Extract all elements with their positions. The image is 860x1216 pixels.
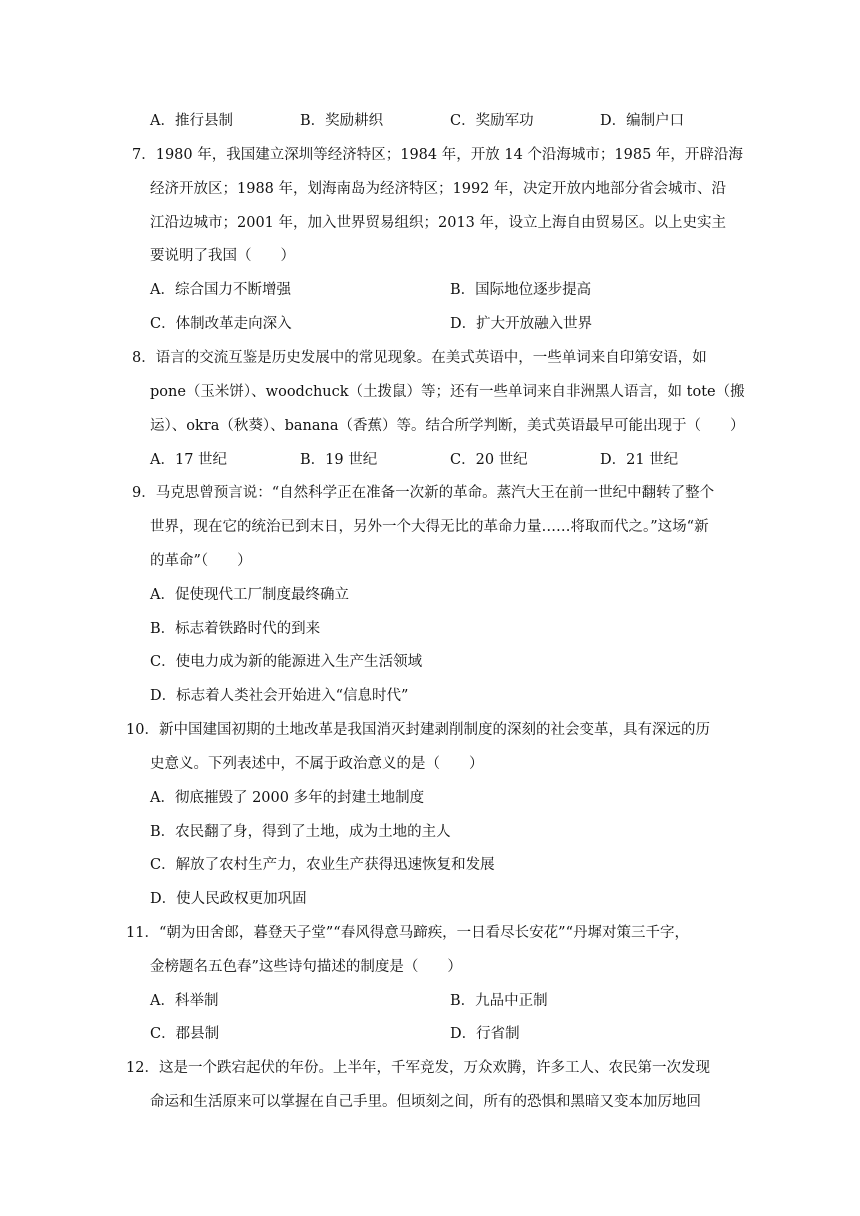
q9-stem-line-2: 世界，现在它的统治已到末日，另外一个大得无比的革命力量……将取而代之。”这场“新 [150,519,709,535]
q10-option-b[interactable]: B．农民翻了身，得到了土地，成为土地的主人 [150,824,451,840]
q8-option-b[interactable]: B．19 世纪 [300,452,378,468]
q10-stem-line-1: 10．新中国建国初期的土地改革是我国消灭封建剥削制度的深刻的社会变革，具有深远的历 [126,722,710,738]
q11-option-a[interactable]: A．科举制 [150,993,219,1009]
q9-stem-line-3: 的革命”（ ） [150,553,252,569]
q11-stem-line-1: 11．“朝为田舍郎，暮登天子堂”“春风得意马蹄疾，一日看尽长安花”“丹墀对策三千字， [126,925,690,941]
q11-option-c[interactable]: C．郡县制 [150,1026,220,1042]
q8-option-c[interactable]: C．20 世纪 [450,452,528,468]
q7-option-b[interactable]: B．国际地位逐步提高 [450,282,592,298]
q12-stem-line-1: 12．这是一个跌宕起伏的年份。上半年，千军竞发，万众欢腾，许多工人、农民第一次发现 [126,1060,710,1076]
q8-stem-line-2: pone（玉米饼）、woodchuck（土拨鼠）等；还有一些单词来自非洲黑人语言，如 tote（搬 [150,384,745,400]
q12-stem-line-2: 命运和生活原来可以掌握在自己手里。但顷刻之间，所有的恐惧和黑暗又变本加厉地回 [150,1094,701,1110]
q6-option-c[interactable]: C．奖励军功 [450,113,534,129]
q7-stem-line-3: 江沿边城市；2001 年，加入世界贸易组织；2013 年，设立上海自由贸易区。以上史实主 [150,215,727,231]
q8-option-d[interactable]: D．21 世纪 [600,452,679,468]
q6-option-a[interactable]: A．推行县制 [150,113,233,129]
q8-stem-line-1: 8．语言的交流互鉴是历史发展中的常见现象。在美式英语中，一些单词来自印第安语，如 [132,350,707,366]
q9-stem-line-1: 9．马克思曾预言说：“自然科学正在准备一次新的革命。蒸汽大王在前一世纪中翻转了整个 [132,485,715,501]
q7-stem-line-2: 经济开放区；1988 年，划海南岛为经济特区；1992 年，决定开放内地部分省会城市、沿 [150,181,727,197]
q6-option-b[interactable]: B．奖励耕织 [300,113,384,129]
q6-option-d[interactable]: D．编制户口 [600,113,685,129]
q10-option-a[interactable]: A．彻底摧毁了 2000 多年的封建土地制度 [150,790,425,806]
q10-option-d[interactable]: D．使人民政权更加巩固 [150,891,307,907]
q7-option-c[interactable]: C．体制改革走向深入 [150,316,292,332]
q7-option-d[interactable]: D．扩大开放融入世界 [450,316,593,332]
q10-stem-line-2: 史意义。下列表述中，不属于政治意义的是（ ） [150,756,484,772]
q11-option-b[interactable]: B．九品中正制 [450,993,548,1009]
q8-stem-line-3: 运）、okra（秋葵）、banana（香蕉）等。结合所学判断，美式英语最早可能出现于（ ） [150,418,745,434]
q11-stem-line-2: 金榜题名五色春”这些诗句描述的制度是（ ） [150,959,462,975]
q9-option-b[interactable]: B．标志着铁路时代的到来 [150,621,321,637]
q7-option-a[interactable]: A．综合国力不断增强 [150,282,291,298]
q7-stem-line-4: 要说明了我国（ ） [150,248,295,264]
q9-option-c[interactable]: C．使电力成为新的能源进入生产生活领域 [150,654,423,670]
q10-option-c[interactable]: C．解放了农村生产力，农业生产获得迅速恢复和发展 [150,857,495,873]
q7-stem-line-1: 7．1980 年，我国建立深圳等经济特区；1984 年，开放 14 个沿海城市；1985 年，开辟沿海 [132,147,743,163]
q9-option-a[interactable]: A．促使现代工厂制度最终确立 [150,587,349,603]
q9-option-d[interactable]: D．标志着人类社会开始进入“信息时代” [150,688,409,704]
q8-option-a[interactable]: A．17 世纪 [150,452,228,468]
q11-option-d[interactable]: D．行省制 [450,1026,520,1042]
